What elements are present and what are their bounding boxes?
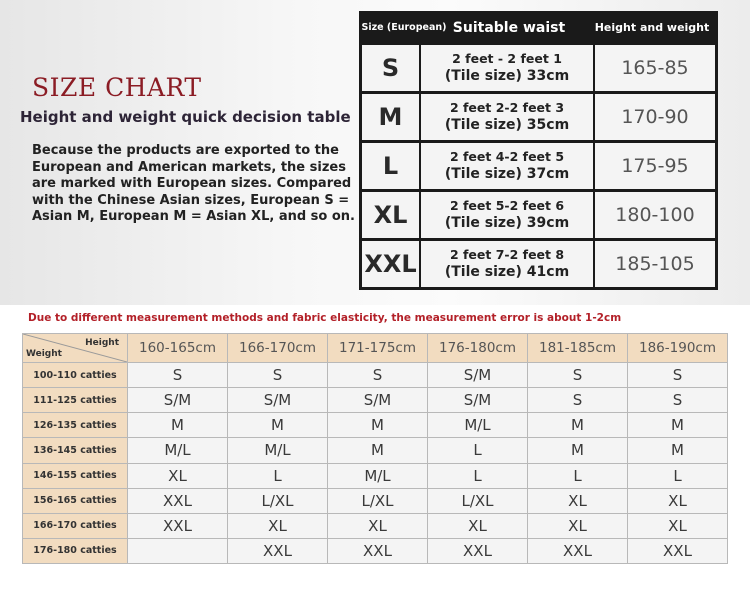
height-column-header: 166-170cm (228, 334, 327, 362)
size-recommendation-cell: XL (528, 514, 627, 538)
height-weight-value: 185-105 (595, 241, 715, 287)
height-column-header: 186-190cm (628, 334, 727, 362)
size-row-m (362, 94, 715, 141)
size-label: XL (362, 192, 419, 238)
table-corner-cell (23, 334, 127, 362)
size-recommendation-cell: M (628, 438, 727, 462)
size-recommendation-cell: M/L (128, 438, 227, 462)
waist-cell (421, 241, 593, 287)
size-description: Because the products are exported to the European and American markets, the sizes are marked with European sizes. Compared with the Chinese Asian sizes, European S = Asian M, European M = Asian XL, and so on. (32, 143, 356, 224)
size-row-s (362, 45, 715, 92)
size-recommendation-cell: XL (228, 514, 327, 538)
size-recommendation-cell (128, 539, 227, 563)
size-table (359, 11, 718, 290)
height-column-header: 176-180cm (428, 334, 527, 362)
size-recommendation-cell: XL (628, 489, 727, 513)
waist-cm: (Tile size) 41cm (444, 264, 570, 280)
corner-weight-label: Weight (26, 349, 62, 359)
waist-cm: (Tile size) 39cm (444, 215, 570, 231)
waist-feet: 2 feet 7-2 feet 8 (449, 247, 565, 262)
size-label: M (362, 94, 419, 140)
size-recommendation-cell: XXL (528, 539, 627, 563)
waist-column-header: Suitable waist (452, 19, 566, 36)
size-label: L (362, 143, 419, 189)
size-recommendation-cell: L/XL (428, 489, 527, 513)
size-recommendation-cell: XXL (128, 489, 227, 513)
waist-cm: (Tile size) 35cm (444, 117, 570, 133)
waist-cell (421, 45, 593, 91)
waist-cell (421, 192, 593, 238)
size-column-header: Size (European) (361, 22, 447, 33)
size-recommendation-cell: L (428, 464, 527, 488)
weight-row-header: 146-155 catties (23, 464, 127, 488)
size-recommendation-cell: M (628, 413, 727, 437)
size-recommendation-cell: M/L (328, 464, 427, 488)
measurement-note: Due to different measurement methods and fabric elasticity, the measurement error is about 1-2cm (28, 312, 622, 324)
size-recommendation-cell: XL (528, 489, 627, 513)
weight-row-header: 176-180 catties (23, 539, 127, 563)
size-recommendation-cell: M (228, 413, 327, 437)
size-recommendation-cell: XL (628, 514, 727, 538)
size-recommendation-cell: S (328, 363, 427, 387)
size-recommendation-cell: S (628, 388, 727, 412)
weight-row-header: 126-135 catties (23, 413, 127, 437)
size-recommendation-cell: M (328, 438, 427, 462)
waist-cm: (Tile size) 37cm (444, 166, 570, 182)
size-recommendation-cell: S (128, 363, 227, 387)
size-recommendation-cell: S (628, 363, 727, 387)
size-recommendation-cell: XXL (328, 539, 427, 563)
waist-cell (421, 143, 593, 189)
height-column-header: 181-185cm (528, 334, 627, 362)
size-recommendation-cell: M (528, 413, 627, 437)
weight-row-header: 111-125 catties (23, 388, 127, 412)
size-row-xl (362, 192, 715, 239)
height-weight-value: 170-90 (595, 94, 715, 140)
size-row-l (362, 143, 715, 190)
size-recommendation-cell: L (228, 464, 327, 488)
height-column-header: 171-175cm (328, 334, 427, 362)
size-table-header (359, 11, 718, 44)
waist-feet: 2 feet 4-2 feet 5 (449, 149, 565, 164)
size-recommendation-cell: XL (428, 514, 527, 538)
size-recommendation-cell: M (528, 438, 627, 462)
size-recommendation-cell: S/M (428, 388, 527, 412)
waist-cell (421, 94, 593, 140)
height-weight-table (22, 333, 728, 564)
size-recommendation-cell: L (528, 464, 627, 488)
height-weight-value: 165-85 (595, 45, 715, 91)
size-recommendation-cell: XL (328, 514, 427, 538)
corner-height-label: Height (85, 338, 119, 348)
waist-feet: 2 feet - 2 feet 1 (452, 51, 562, 66)
height-weight-value: 180-100 (595, 192, 715, 238)
size-recommendation-cell: S (528, 363, 627, 387)
weight-row-header: 166-170 catties (23, 514, 127, 538)
size-recommendation-cell: XXL (128, 514, 227, 538)
page-title: SIZE CHART (32, 73, 202, 102)
size-recommendation-cell: L (428, 438, 527, 462)
size-recommendation-cell: S/M (328, 388, 427, 412)
size-row-xxl (362, 241, 715, 288)
weight-row-header: 100-110 catties (23, 363, 127, 387)
page-subtitle: Height and weight quick decision table (20, 108, 351, 126)
size-recommendation-cell: XXL (628, 539, 727, 563)
size-recommendation-cell: M (328, 413, 427, 437)
height-weight-value: 175-95 (595, 143, 715, 189)
size-recommendation-cell: S/M (228, 388, 327, 412)
waist-feet: 2 feet 2-2 feet 3 (449, 100, 565, 115)
size-recommendation-cell: S/M (428, 363, 527, 387)
waist-cm: (Tile size) 33cm (444, 68, 570, 84)
size-label: XXL (362, 241, 419, 287)
height-weight-column-header: Height and weight (594, 21, 710, 34)
weight-row-header: 156-165 catties (23, 489, 127, 513)
size-recommendation-cell: M/L (428, 413, 527, 437)
height-column-header: 160-165cm (128, 334, 227, 362)
size-recommendation-cell: XXL (228, 539, 327, 563)
size-recommendation-cell: M (128, 413, 227, 437)
size-recommendation-cell: S (528, 388, 627, 412)
size-recommendation-cell: M/L (228, 438, 327, 462)
size-recommendation-cell: XL (128, 464, 227, 488)
size-recommendation-cell: S (228, 363, 327, 387)
waist-feet: 2 feet 5-2 feet 6 (449, 198, 565, 213)
size-label: S (362, 45, 419, 91)
size-recommendation-cell: L/XL (228, 489, 327, 513)
size-recommendation-cell: S/M (128, 388, 227, 412)
weight-row-header: 136-145 catties (23, 438, 127, 462)
size-recommendation-cell: XXL (428, 539, 527, 563)
size-recommendation-cell: L (628, 464, 727, 488)
size-recommendation-cell: L/XL (328, 489, 427, 513)
